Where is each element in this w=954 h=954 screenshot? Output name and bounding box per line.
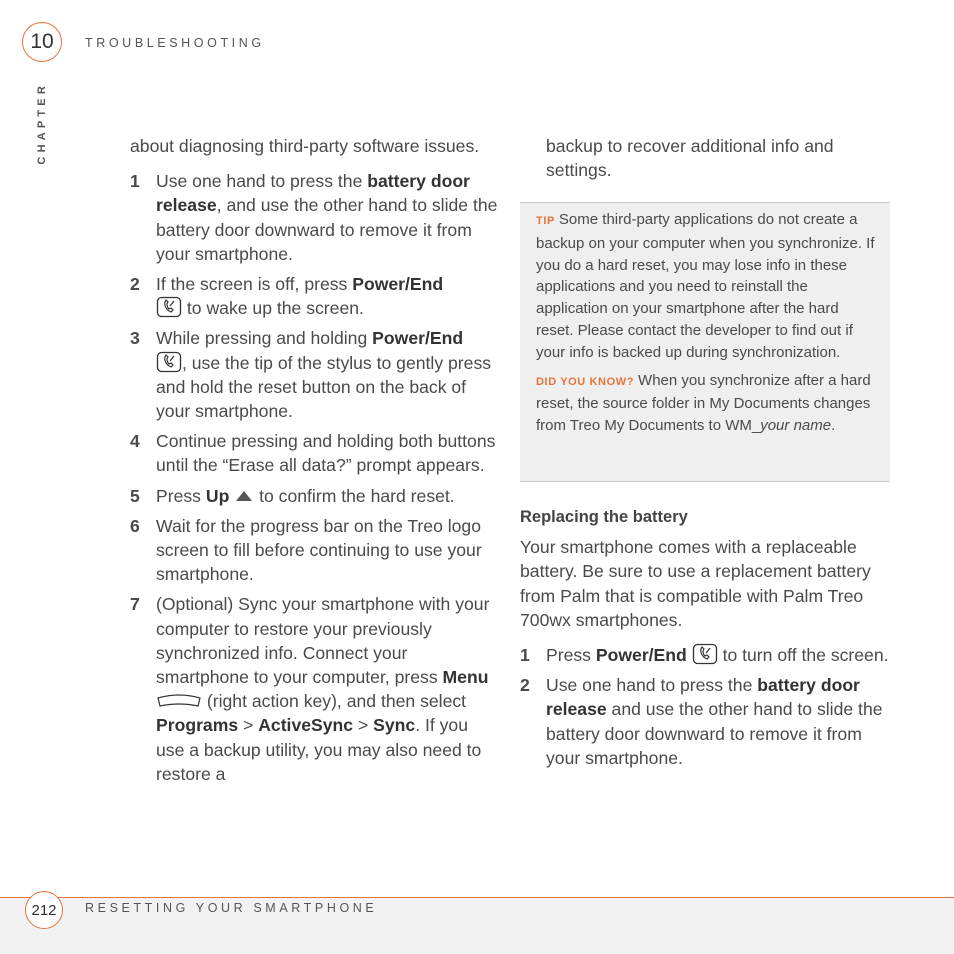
step-1: [130, 169, 500, 266]
step-text: While pressing and holding: [156, 328, 373, 349]
step-text: (right action key), and then select: [202, 691, 467, 712]
step-text: Continue pressing and holding both buttons until the “Erase all data?” prompt appears.: [156, 431, 496, 476]
chapter-number-badge: [22, 22, 62, 62]
did-you-know-text: When you synchronize after a hard reset, the source folder in My Documents changes from Treo My Documents to WM_: [536, 371, 871, 435]
step-bold: Programs: [156, 715, 239, 736]
battery-step-2: [520, 673, 890, 770]
intro-text: about diagnosing third-party software issues.: [130, 136, 480, 156]
step-6: [130, 514, 500, 587]
step-text: , use the tip of the stylus to gently press and hold the reset button on the back of your smartphone.: [156, 352, 492, 422]
step-text: Use one hand to press the: [156, 171, 368, 192]
step-bold: battery door release: [156, 171, 470, 216]
page-number-badge: [25, 891, 63, 929]
step-number: 2: [130, 274, 140, 295]
right-column: [520, 134, 890, 182]
step-text: If the screen is off, press: [156, 274, 353, 295]
step-2: [130, 272, 500, 320]
page-number: 212: [31, 901, 57, 919]
tip-label: TIP: [536, 215, 555, 227]
battery-step-1: [520, 643, 890, 667]
step-number: 1: [520, 645, 530, 666]
step-text: , and use the other hand to slide the battery door downward to remove it from your smartphone.: [156, 195, 498, 264]
step-text: and use the other hand to slide the battery door downward to remove it from your smartphone.: [546, 699, 883, 768]
power-end-icon: [156, 296, 182, 318]
step-bold: Power/End: [595, 645, 687, 666]
power-end-icon: [156, 351, 182, 373]
reset-steps-list: [130, 169, 500, 786]
menu-key-icon: [156, 693, 202, 709]
step-number: 1: [130, 171, 140, 192]
did-you-know-label: DID YOU KNOW?: [536, 375, 635, 388]
did-you-know-italic: your name: [760, 417, 832, 435]
step-text: (Optional) Sync your smartphone with your computer to restore your previously synchronized info. Connect your smartphone to your computer, press: [156, 594, 490, 688]
step-number: 5: [130, 485, 140, 506]
step-bold: Power/End: [352, 274, 444, 295]
chapter-label: CHAPTER: [36, 82, 48, 165]
step-bold: Sync: [373, 715, 416, 736]
power-end-icon: [692, 643, 718, 665]
section-intro: Your smartphone comes with a replaceable battery. Be sure to use a replacement battery from Palm that is compatible with Palm Treo 700wx smartphones.: [520, 537, 871, 630]
step-text: Use one hand to press the: [546, 675, 758, 696]
step-text: >: [238, 715, 259, 736]
step-text: Press: [156, 485, 206, 506]
step-text: to wake up the screen.: [182, 298, 364, 319]
battery-steps-list: [520, 643, 890, 770]
step-bold: Menu: [442, 667, 489, 688]
step-number: 4: [130, 431, 140, 452]
step-bold: Up: [205, 485, 230, 506]
step-5: [130, 484, 500, 508]
step-7: [130, 592, 500, 786]
did-you-know-block: [536, 370, 878, 437]
chapter-number: 10: [30, 30, 54, 53]
step-4: [130, 429, 500, 477]
step-number: 3: [130, 328, 140, 349]
step-text: . If you use a backup utility, you may also need to restore a: [156, 715, 482, 784]
left-column: [130, 134, 500, 786]
step-3: [130, 326, 500, 423]
battery-section: [520, 505, 890, 770]
step-text: to turn off the screen.: [717, 645, 889, 666]
step-text: >: [353, 715, 374, 736]
tip-text: Some third-party applications do not create a backup on your computer when you synchronize. If you do a hard reset, you may lose info in these applications and you need to reinstall the application on your smartphone after the hard reset. Please contact the developer to find out if your info is backed up during synchronization.: [536, 211, 875, 361]
step-bold: ActiveSync: [258, 715, 354, 736]
header-title: TROUBLESHOOTING: [85, 36, 265, 50]
tip-block: [536, 209, 878, 364]
step-bold: Power/End: [372, 328, 464, 349]
step-text: Wait for the progress bar on the Treo logo screen to fill before continuing to use your smartphone.: [156, 515, 482, 585]
did-you-know-end: .: [831, 417, 836, 435]
step-number: 6: [130, 515, 140, 536]
step-text: to confirm the hard reset.: [254, 485, 455, 506]
footer-title: RESETTING YOUR SMARTPHONE: [85, 901, 378, 915]
section-title: Replacing the battery: [520, 508, 688, 526]
step-number: 2: [520, 675, 530, 696]
step-bold: battery door release: [546, 675, 860, 720]
up-arrow-icon: [234, 489, 254, 503]
step-text: Press: [546, 645, 596, 666]
step-number: 7: [130, 594, 140, 615]
continuation-text: backup to recover additional info and settings.: [546, 136, 834, 181]
tip-box: [520, 202, 890, 482]
